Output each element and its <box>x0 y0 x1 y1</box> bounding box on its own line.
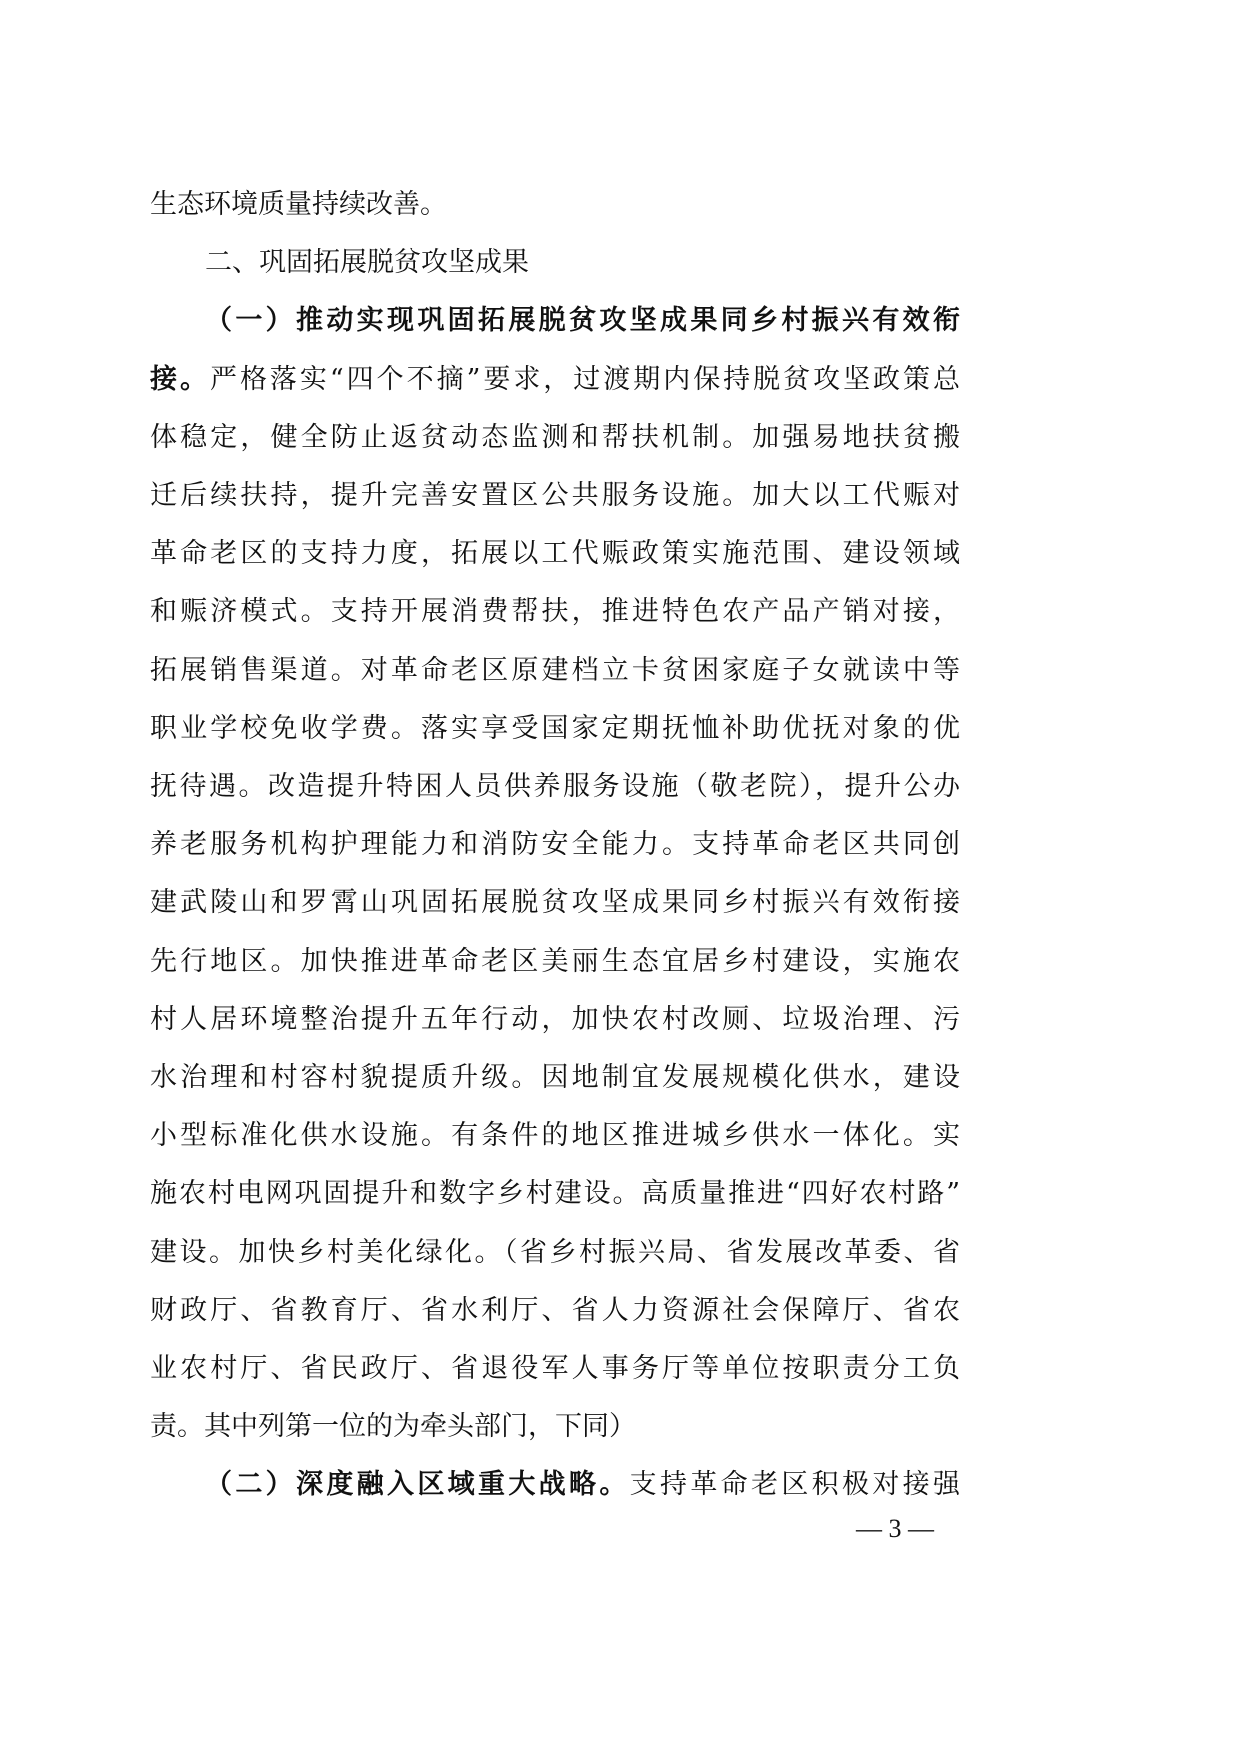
section-heading <box>205 245 960 281</box>
text-line <box>150 1293 960 1329</box>
text-line <box>205 1467 960 1503</box>
line-text: 严格落实“四个不摘”要求，过渡期内保持脱贫攻坚政策总 <box>209 363 961 395</box>
line-text: 先行地区。加快推进革命老区美丽生态宜居乡村建设，实施农 <box>150 945 960 977</box>
line-text: 小型标准化供水设施。有条件的地区推进城乡供水一体化。实 <box>150 1120 960 1152</box>
text-line <box>205 303 960 339</box>
text-line <box>150 1118 960 1154</box>
text-line <box>150 885 960 921</box>
line-text: 建武陵山和罗霄山巩固拓展脱贫攻坚成果同乡村振兴有效衔接 <box>150 887 960 919</box>
text-line <box>150 653 960 689</box>
line-text: 和赈济模式。支持开展消费帮扶，推进特色农产品产销对接， <box>150 596 960 628</box>
text-line <box>150 1351 960 1387</box>
text-line <box>150 1409 960 1445</box>
text-line <box>150 536 960 572</box>
text-line <box>150 1060 960 1096</box>
text-line <box>150 711 960 747</box>
line-text: 支持革命老区积极对接强 <box>629 1469 961 1501</box>
text-line <box>150 827 960 863</box>
text-line <box>150 478 960 514</box>
line-text: 水治理和村容村貌提质升级。因地制宜发展规模化供水，建设 <box>150 1062 960 1093</box>
bold-subheading: 接。 <box>150 363 210 395</box>
text-line <box>150 420 960 456</box>
line-text: 建设。加快乡村美化绿化。（省乡村振兴局、省发展改革委、省 <box>150 1236 960 1268</box>
line-text: 革命老区的支持力度，拓展以工代赈政策实施范围、建设领域 <box>150 538 960 570</box>
line-text: 生态环境质量持续改善。 <box>150 189 447 220</box>
text-line <box>150 1235 960 1271</box>
line-text: 养老服务机构护理能力和消防安全能力。支持革命老区共同创 <box>150 829 960 861</box>
text-line <box>150 1002 960 1038</box>
line-text: 责。其中列第一位的为牵头部门，下同） <box>150 1411 636 1443</box>
line-text: 体稳定，健全防止返贫动态监测和帮扶机制。加强易地扶贫搬 <box>150 421 960 453</box>
line-text: 施农村电网巩固提升和数字乡村建设。高质量推进“四好农村路” <box>150 1178 960 1210</box>
line-text: 迁后续扶持，提升完善安置区公共服务设施。加大以工代赈对 <box>150 480 960 511</box>
bold-subheading: （一）推动实现巩固拓展脱贫攻坚成果同乡村振兴有效衔 <box>205 305 960 337</box>
text-line <box>150 187 960 223</box>
line-text: 职业学校免收学费。落实享受国家定期抚恤补助优抚对象的优 <box>150 712 960 744</box>
line-text: 业农村厅、省民政厅、省退役军人事务厅等单位按职责分工负 <box>150 1353 960 1384</box>
text-line <box>150 362 960 398</box>
line-text: 拓展销售渠道。对革命老区原建档立卡贫困家庭子女就读中等 <box>150 654 960 686</box>
line-text: 财政厅、省教育厅、省水利厅、省人力资源社会保障厅、省农 <box>150 1294 960 1326</box>
page-number: — 3 — <box>856 1514 934 1543</box>
text-line <box>150 769 960 805</box>
line-text: 村人居环境整治提升五年行动，加快农村改厕、垃圾治理、污 <box>150 1003 960 1035</box>
text-line <box>150 944 960 980</box>
line-text: 抚待遇。改造提升特困人员供养服务设施（敬老院），提升公办 <box>150 771 960 802</box>
text-line <box>150 594 960 630</box>
text-line <box>150 1176 960 1212</box>
bold-subheading: （二）深度融入区域重大战略。 <box>205 1469 630 1501</box>
line-text: 二、巩固拓展脱贫攻坚成果 <box>205 247 529 279</box>
